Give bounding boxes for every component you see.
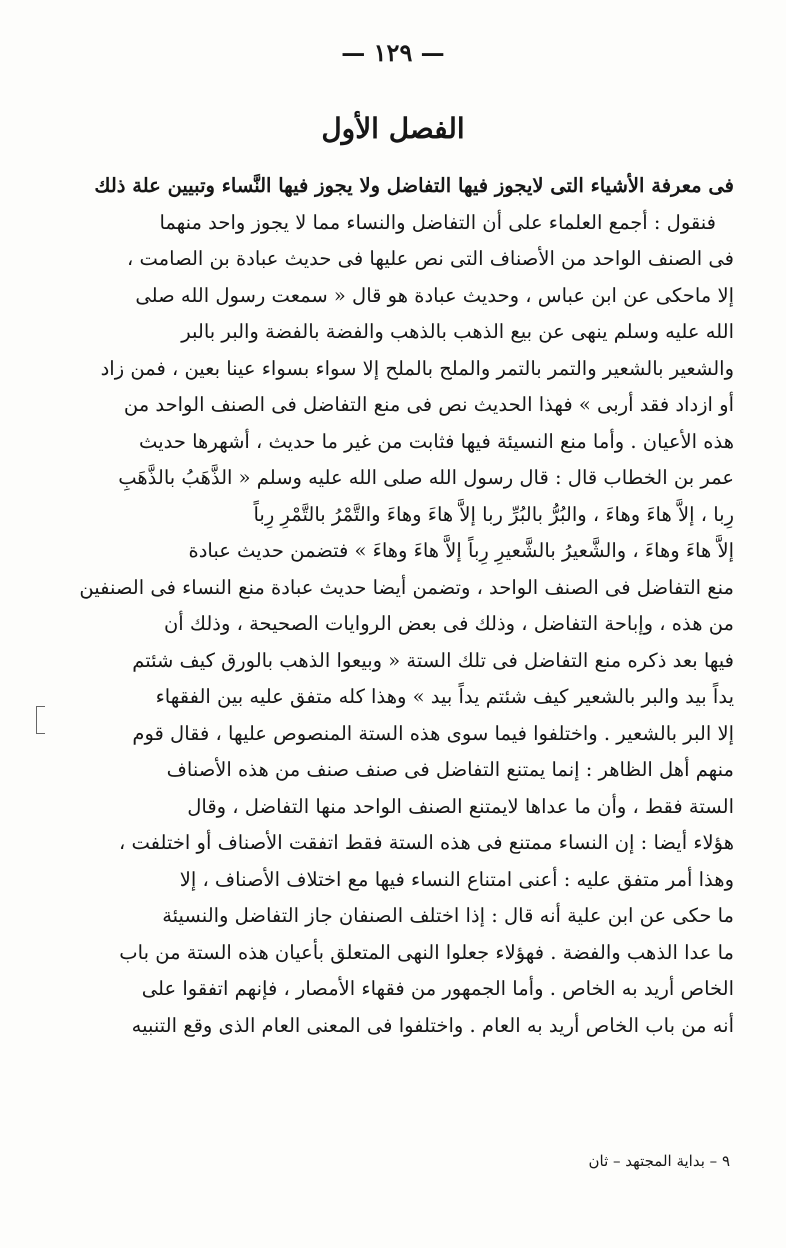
page-footer: ٩ – بداية المجتهد – ثان [588, 1152, 730, 1170]
text-line: فى الصنف الواحد من الأصناف التى نص عليها فى حديث عبادة بن الصامت ، [127, 247, 734, 270]
text-line: إلا ماحكى عن ابن عباس ، وحديث عبادة هو قال « سمعت رسول الله صلى [135, 283, 734, 307]
body-text [62, 168, 734, 1044]
text-line: إلا البر بالشعير . واختلفوا فيما سوى هذه الستة المنصوص عليها ، فقال قوم [132, 721, 734, 745]
chapter-title: الفصل الأول [321, 112, 465, 145]
text-line: والشعير بالشعير والتمر بالتمر والملح بالملح إلا سواء بسواء عينا بعين ، فمن زاد [100, 356, 734, 380]
text-line: الله عليه وسلم ينهى عن بيع الذهب بالذهب والفضة بالفضة والبر بالبر [181, 320, 734, 343]
margin-bracket-mark [36, 706, 45, 734]
text-line: يداً بيد والبر بالشعير كيف شئتم يداً بيد » وهذا كله متفق عليه بين الفقهاء [155, 685, 734, 708]
text-line: هؤلاء أيضا : إن النساء ممتنع فى هذه الستة فقط اتفقت الأصناف أو اختلفت ، [119, 831, 734, 854]
text-line: وهذا أمر متفق عليه : أعنى امتناع النساء فيها مع اختلاف الأصناف ، إلا [179, 867, 734, 891]
page-number: — ١٢٩ — [341, 38, 445, 67]
text-line: أو ازداد فقد أربى » فهذا الحديث نص فى منع التفاضل فى الصنف الواحد من [123, 393, 734, 416]
text-line: الخاص أريد به الخاص . وأما الجمهور من فقهاء الأمصار ، فإنهم اتفقوا على [141, 977, 734, 1000]
text-line: رِبا ، إلاَّ هاءَ وهاءَ ، والبُرُّ بالبُرِّ ربا إلاَّ هاءَ وهاءَ والتَّمْرُ بالتَّمْرِ رِباً [253, 502, 734, 526]
text-line: ما حكى عن ابن علية أنه قال : إذا اختلف الصنفان جاز التفاضل والنسيئة [162, 904, 734, 927]
section-heading-line: فى معرفة الأشياء التى لايجوز فيها التفاضل ولا يجوز فيها النَّساء وتبيين علة ذلك [94, 174, 734, 197]
text-line: أنه من باب الخاص أريد به العام . واختلفوا فى المعنى العام الذى وقع التنبيه [131, 1013, 734, 1037]
text-line: الستة فقط ، وأن ما عداها لايمتنع الصنف الواحد منها التفاضل ، وقال [187, 794, 734, 818]
text-line: ما عدا الذهب والفضة . فهؤلاء جعلوا النهى المتعلق بأعيان هذه الستة من باب [119, 940, 734, 964]
text-line: فيها بعد ذكره منع التفاضل فى تلك الستة « وبيعوا الذهب بالورق كيف شئتم [132, 648, 734, 672]
text-line: عمر بن الخطاب قال : قال رسول الله صلى الله عليه وسلم « الذَّهَبُ بالذَّهَبِ [118, 466, 734, 489]
text-line: من هذه ، وإباحة التفاضل ، وذلك فى بعض الروايات الصحيحة ، وذلك أن [163, 612, 734, 635]
text-line: منع التفاضل فى الصنف الواحد ، وتضمن أيضا حديث عبادة منع النساء فى الصنفين [79, 575, 734, 599]
text-line: فنقول : أجمع العلماء على أن التفاضل والنساء مما لا يجوز واحد منهما [159, 210, 716, 234]
text-line: إلاَّ هاءَ وهاءَ ، والشَّعيرُ بالشَّعيرِ رِباً إلاَّ هاءَ وهاءَ » فتضمن حديث عبادة [188, 539, 734, 562]
text-line: هذه الأعيان . وأما منع النسيئة فيها فثابت من غير ما حديث ، أشهرها حديث [139, 429, 734, 453]
text-line: منهم أهل الظاهر : إنما يمتنع التفاضل فى صنف صنف من هذه الأصناف [166, 758, 734, 781]
